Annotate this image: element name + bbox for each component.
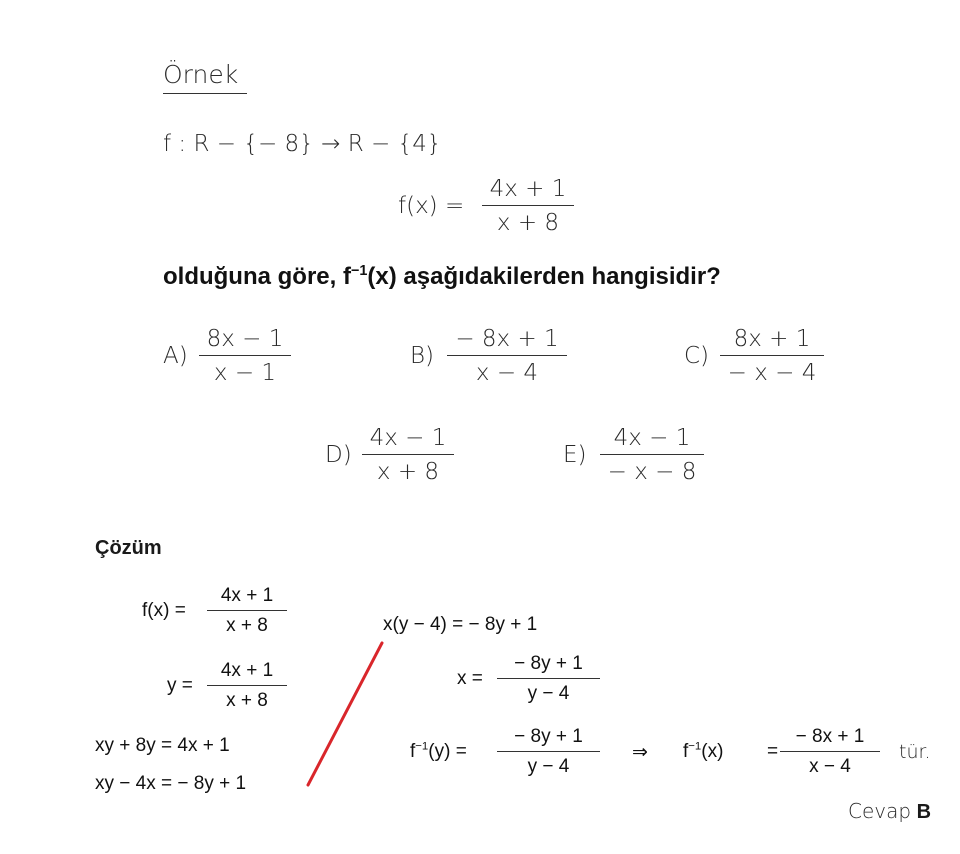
answer: [848, 799, 931, 824]
question-pre: olduğuna göre, f: [163, 263, 351, 290]
final-f: f: [683, 741, 689, 762]
fraction-bar: [447, 355, 567, 356]
final-numerator: − 8x + 1: [795, 726, 865, 747]
step2-numerator: 4x + 1: [220, 660, 274, 681]
final-equals: =: [767, 741, 779, 762]
option-e-label: E): [563, 442, 587, 468]
right-step3-label: [410, 741, 467, 763]
final-denominator: x − 4: [809, 755, 851, 777]
fx-numerator: 4x + 1: [489, 176, 567, 202]
option-b-denominator: x − 4: [475, 360, 539, 387]
fraction-bar: [207, 685, 287, 686]
option-d-denominator: x + 8: [376, 459, 440, 486]
right-step3-numerator: − 8y + 1: [514, 726, 583, 747]
fraction-bar: [497, 678, 600, 679]
option-b-label: B): [410, 343, 435, 369]
step1-numerator: 4x + 1: [220, 585, 274, 606]
right-step2-fraction: [497, 653, 600, 705]
finv-post: (y) =: [428, 741, 467, 762]
option-e-denominator: − x − 8: [607, 459, 697, 486]
option-e-fraction: [600, 425, 704, 486]
option-c-denominator: − x − 4: [727, 360, 817, 387]
final-post: (x): [701, 741, 724, 762]
step1-fraction: [207, 585, 287, 637]
option-a-numerator: 8x − 1: [206, 326, 284, 352]
finv-sup: −1: [415, 740, 429, 753]
final-suffix: tür.: [899, 741, 931, 763]
right-step3-fraction: [497, 726, 600, 778]
question-text: [163, 263, 721, 291]
step2-denominator: x + 8: [226, 689, 268, 711]
fraction-bar: [482, 205, 574, 206]
fx-denominator: x + 8: [496, 210, 560, 237]
answer-label: Cevap: [848, 799, 912, 823]
option-a-denominator: x − 1: [213, 360, 277, 387]
step1-denominator: x + 8: [226, 614, 268, 636]
final-finv-label: [683, 741, 723, 763]
fraction-bar: [600, 454, 704, 455]
step4-equation: xy − 4x = − 8y + 1: [95, 773, 247, 794]
right-step3-denominator: y − 4: [527, 755, 570, 777]
option-b-numerator: − 8x + 1: [455, 326, 559, 352]
option-c-fraction: [720, 326, 824, 387]
fraction-bar: [362, 454, 454, 455]
function-domain-line: f : R − {− 8} → R − {4}: [163, 131, 442, 157]
right-step2-denominator: y − 4: [527, 682, 570, 704]
fraction-bar: [780, 751, 880, 752]
option-a-label: A): [163, 343, 188, 369]
step3-equation: xy + 8y = 4x + 1: [95, 735, 230, 756]
question-sup: −1: [350, 263, 368, 279]
finv-f: f: [410, 741, 416, 762]
fraction-bar: [207, 610, 287, 611]
fx-label: f(x) =: [398, 193, 465, 219]
fraction-bar: [720, 355, 824, 356]
option-d-fraction: [362, 425, 454, 486]
fx-fraction: [482, 176, 574, 237]
implies-arrow: ⇒: [632, 742, 648, 763]
right-step1-equation: x(y − 4) = − 8y + 1: [383, 614, 538, 635]
red-annotation-line: [300, 635, 390, 790]
step2-fraction: [207, 660, 287, 712]
step2-label: y =: [167, 675, 193, 696]
option-a-fraction: [199, 326, 291, 387]
option-d-label: D): [325, 442, 352, 468]
step1-label: f(x) =: [142, 600, 186, 621]
option-e-numerator: 4x − 1: [613, 425, 691, 451]
final-fraction: [780, 726, 880, 778]
solution-title: Çözüm: [95, 537, 162, 559]
option-c-label: C): [684, 343, 710, 369]
example-title: Örnek: [163, 60, 239, 89]
fraction-bar: [199, 355, 291, 356]
title-underline: [163, 93, 247, 94]
option-c-numerator: 8x + 1: [733, 326, 811, 352]
question-post: (x) aşağıdakilerden hangisidir?: [367, 263, 721, 290]
answer-letter: B: [916, 801, 932, 823]
right-step2-numerator: − 8y + 1: [514, 653, 583, 674]
option-d-numerator: 4x − 1: [369, 425, 447, 451]
final-sup: −1: [688, 740, 702, 753]
right-step2-label: x =: [457, 668, 483, 689]
option-b-fraction: [447, 326, 567, 387]
fraction-bar: [497, 751, 600, 752]
